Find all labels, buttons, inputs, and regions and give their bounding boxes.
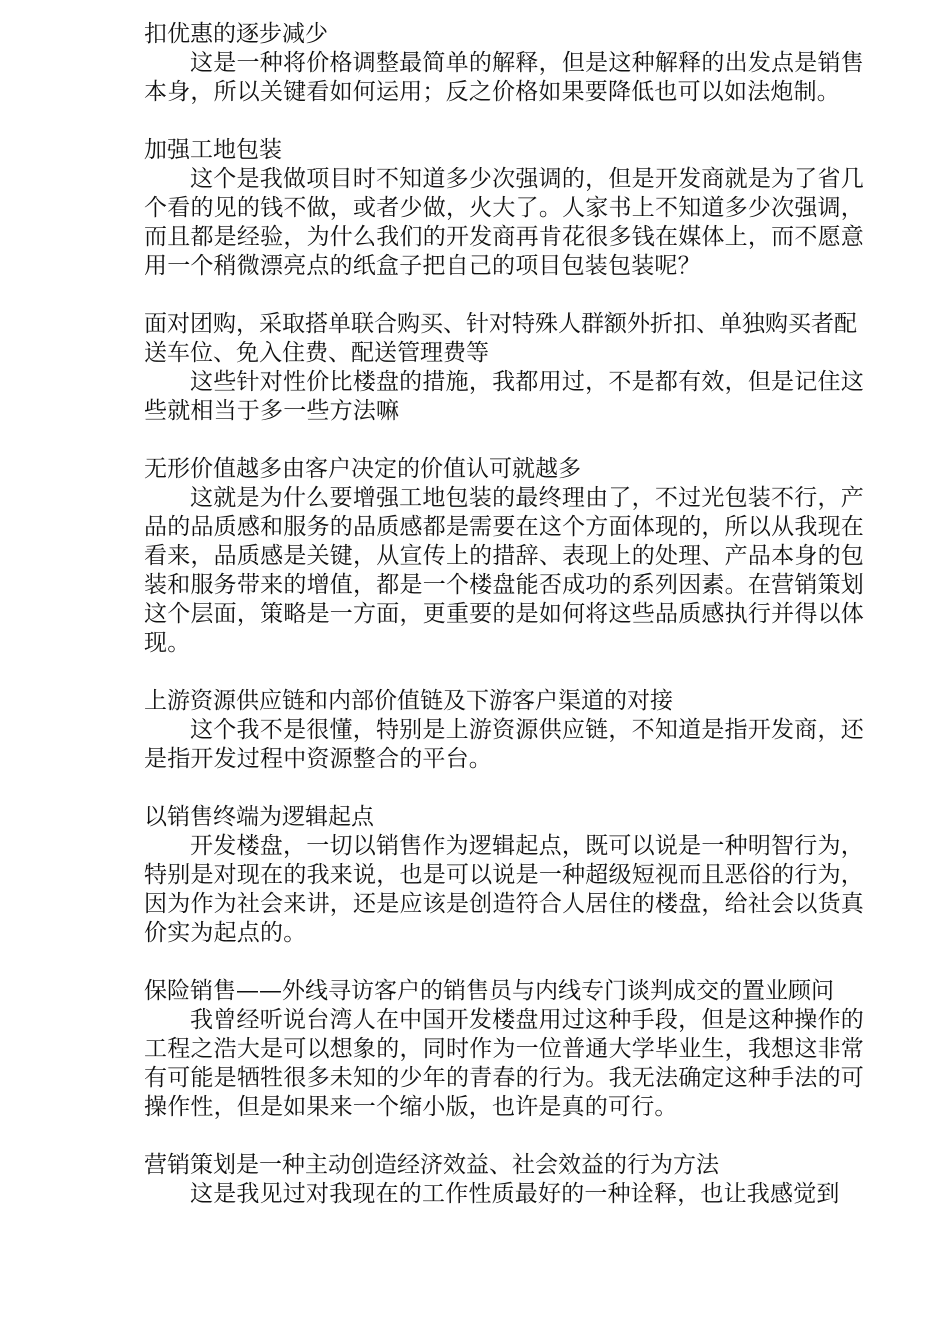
section-heading: 面对团购，采取搭单联合购买、针对特殊人群额外折扣、单独购买者配送车位、免入住费、配送管理费等 [144, 311, 857, 366]
section-supply-chain [144, 687, 864, 774]
section-paragraph: 这就是为什么要增强工地包装的最终理由了，不过光包装不行，产品的品质感和服务的品质感都是需要在这个方面体现的，所以从我现在看来，品质感是关键，从宣传上的措辞、表现上的处理、产品本身的包装和服务带来的增值，都是一个楼盘能否成功的系列因素。在营销策划这个层面，策略是一方面，更重要的是如何将这些品质感执行并得以体现。 [144, 485, 864, 656]
section-heading: 加强工地包装 [144, 137, 282, 163]
section-group-purchase [144, 310, 864, 426]
document-body [144, 20, 864, 1238]
section-paragraph: 我曾经听说台湾人在中国开发楼盘用过这种手段，但是这种操作的工程之浩大是可以想象的，同时作为一位普通大学毕业生，我想这非常有可能是牺牲很多未知的少年的青春的行为。我无法确定这种手法的可操作性，但是如果来一个缩小版，也许是真的可行。 [144, 1007, 864, 1120]
section-site-packaging [144, 136, 864, 281]
section-sales-terminal [144, 803, 864, 948]
section-paragraph: 这是我见过对我现在的工作性质最好的一种诠释，也让我感觉到 [190, 1181, 840, 1207]
section-heading: 保险销售——外线寻访客户的销售员与内线专门谈判成交的置业顾问 [144, 978, 834, 1004]
section-paragraph: 这个是我做项目时不知道多少次强调的，但是开发商就是为了省几个看的见的钱不做，或者少做，火大了。人家书上不知道多少次强调，而且都是经验，为什么我们的开发商再肯花很多钱在媒体上，而不愿意用一个稍微漂亮点的纸盒子把自己的项目包装包装呢？ [144, 166, 864, 279]
section-insurance-sales [144, 977, 864, 1122]
section-intangible-value [144, 455, 864, 658]
section-heading: 营销策划是一种主动创造经济效益、社会效益的行为方法 [144, 1152, 719, 1178]
section-heading: 以销售终端为逻辑起点 [144, 804, 374, 830]
section-paragraph: 开发楼盘，一切以销售作为逻辑起点，既可以说是一种明智行为，特别是对现在的我来说，也是可以说是一种超级短视而且恶俗的行为，因为作为社会来讲，还是应该是创造符合人居住的楼盘，给社会以货真价实为起点的。 [144, 833, 864, 946]
section-marketing-planning [144, 1151, 864, 1209]
section-heading: 上游资源供应链和内部价值链及下游客户渠道的对接 [144, 688, 673, 714]
section-discount-reduction [144, 20, 864, 107]
section-paragraph: 这是一种将价格调整最简单的解释，但是这种解释的出发点是销售本身，所以关键看如何运用；反之价格如果要降低也可以如法炮制。 [144, 50, 864, 105]
section-heading: 无形价值越多由客户决定的价值认可就越多 [144, 456, 581, 482]
section-paragraph: 这些针对性价比楼盘的措施，我都用过，不是都有效，但是记住这些就相当于多一些方法嘛 [144, 369, 864, 424]
section-paragraph: 这个我不是很懂，特别是上游资源供应链，不知道是指开发商，还是指开发过程中资源整合的平台。 [144, 717, 864, 772]
section-heading: 扣优惠的逐步减少 [144, 21, 328, 47]
